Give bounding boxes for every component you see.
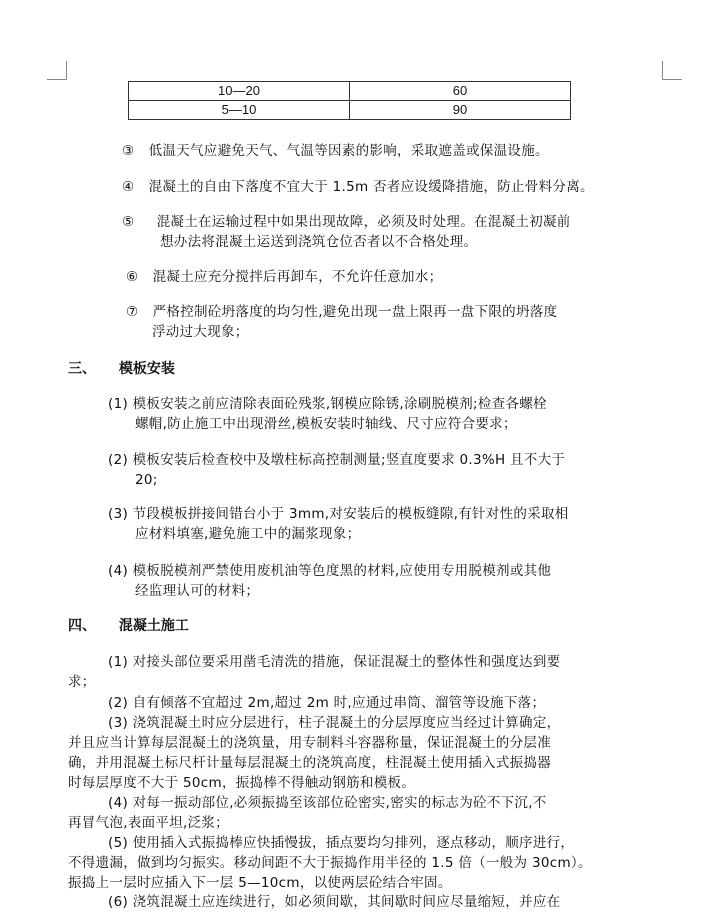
corner-mark-left-v: [66, 61, 67, 80]
section4-para-3: (3) 浇筑混凝土时应分层进行，柱子混凝土的分层厚度应当经过计算确定，: [108, 715, 561, 731]
list-marker: ⑥: [126, 269, 139, 285]
section4-para-4: (4) 对每一振动部位,必须振捣至该部位砼密实,密实的标志为砼不下沉,不: [108, 795, 547, 811]
section3-item-2-cont: [135, 469, 158, 491]
list-marker: (3): [108, 506, 129, 522]
section-number: 四、: [68, 618, 96, 634]
section4-para-5-cont: 不得遗漏，做到均匀振实。移动间距不大于振捣作用半径的 1.5 倍（一般为 30cm）。: [68, 855, 592, 871]
list-item-text: 低温天气应避免天气、气温等因素的影响，采取遮盖或保温设施。: [148, 143, 549, 159]
list-item-text: 应材料填塞,避免施工中的漏浆现象；: [135, 526, 361, 542]
list-item-6: [126, 266, 442, 288]
section-heading-4: [68, 615, 189, 637]
list-item-text: 螺帽,防止施工中出现滑丝,模板安装时轴线、尺寸应符合要求；: [135, 416, 517, 432]
table-cell: 60: [350, 82, 571, 101]
list-item-4: [122, 176, 594, 198]
section3-item-3-cont: [135, 523, 360, 545]
section4-para-1-cont: 求；: [68, 674, 96, 690]
list-item-text: 浮动过大现象；: [152, 324, 249, 340]
list-marker: (4): [108, 563, 129, 579]
table-row: [129, 82, 571, 101]
list-item-text: 模板安装后检查校中及墩柱标高控制测量;竖直度要求 0.3%H 且不大于: [132, 452, 566, 468]
section4-para-5-cont: 振捣上一层时应插入下一层 5—10cm，以使两层砼结合牢固。: [68, 875, 452, 891]
table-cell: 10—20: [129, 82, 350, 101]
list-item-text: 混凝土应充分搅拌后再卸车，不允许任意加水；: [152, 269, 443, 285]
section4-para-4-cont: 再冒气泡,表面平坦,泛浆；: [68, 815, 229, 831]
section-heading-3: [68, 358, 175, 380]
section3-item-1: [108, 393, 547, 415]
corner-mark-right-h: [662, 79, 682, 80]
table-cell: 5—10: [129, 101, 350, 120]
section-title: 混凝土施工: [118, 618, 189, 634]
section3-item-2: [108, 449, 565, 471]
list-marker: (2): [108, 452, 129, 468]
list-marker: (1): [108, 396, 129, 412]
section3-item-3: [108, 503, 569, 525]
list-item-5-cont: [160, 231, 477, 253]
section-title: 模板安装: [118, 361, 175, 377]
section3-item-1-cont: [135, 413, 517, 435]
corner-mark-left-h: [47, 79, 67, 80]
section4-para-5: (5) 使用插入式振捣棒应快插慢拔，插点要均匀排列，逐点移动，顺序进行，: [108, 835, 575, 851]
section4-para-3-cont: 并且应当计算每层混凝土的浇筑量，用专制料斗容器称量，保证混凝土的分层准: [68, 735, 551, 751]
section4-para-2: (2) 自有倾落不宜超过 2m,超过 2m 时,应通过串筒、溜管等设施下落；: [108, 695, 546, 711]
list-item-5: [122, 211, 571, 233]
list-marker: ④: [122, 179, 135, 195]
list-marker: ⑤: [122, 214, 135, 230]
list-item-text: 节段模板拼接间错台小于 3mm,对安装后的模板缝隙,有针对性的采取相: [132, 506, 569, 522]
list-item-text: 20;: [135, 472, 158, 488]
table-row: [129, 101, 571, 120]
list-item-3: [122, 140, 549, 162]
list-item-text: 模板脱模剂严禁使用废机油等色度黑的材料,应使用专用脱模剂或其他: [132, 563, 552, 579]
section4-para-6: (6) 浇筑混凝土应连续进行，如必须间歇，其间歇时间应尽量缩短，并应在: [108, 894, 561, 910]
list-item-7-cont: [152, 321, 249, 343]
section3-item-4-cont: [135, 580, 259, 602]
table-cell: 90: [350, 101, 571, 120]
list-item-7: [126, 301, 557, 323]
list-item-text: 经监理认可的材料；: [135, 583, 260, 599]
section4-para-3-cont: 确，并用混凝土标尺杆计量每层混凝土的浇筑高度，柱混凝土使用插入式振捣器: [68, 755, 551, 771]
section-number: 三、: [68, 361, 96, 377]
section4-para-3-cont: 时每层厚度不大于 50cm，振捣棒不得触动钢筋和模板。: [68, 775, 416, 791]
corner-mark-right-v: [662, 61, 663, 80]
list-item-text: 混凝土的自由下落度不宜大于 1.5m 否者应设缓降措施，防止骨料分离。: [148, 179, 594, 195]
list-item-text: 模板安装之前应清除表面砼残浆,钢模应除锈,涂刷脱模剂;检查各螺栓: [132, 396, 547, 412]
section4-para-1: (1) 对接头部位要采用凿毛清洗的措施，保证混凝土的整体性和强度达到要: [108, 654, 561, 670]
list-marker: ③: [122, 143, 135, 159]
section3-item-4: [108, 560, 551, 582]
list-item-text: 混凝土在运输过程中如果出现故障，必须及时处理。在混凝土初凝前: [156, 214, 571, 230]
list-marker: ⑦: [126, 304, 139, 320]
list-item-text: 想办法将混凝土运送到浇筑仓位否者以不合格处理。: [160, 234, 478, 250]
list-item-text: 严格控制砼坍落度的均匀性,避免出现一盘上限再一盘下限的坍落度: [152, 304, 558, 320]
data-table: [128, 81, 571, 120]
